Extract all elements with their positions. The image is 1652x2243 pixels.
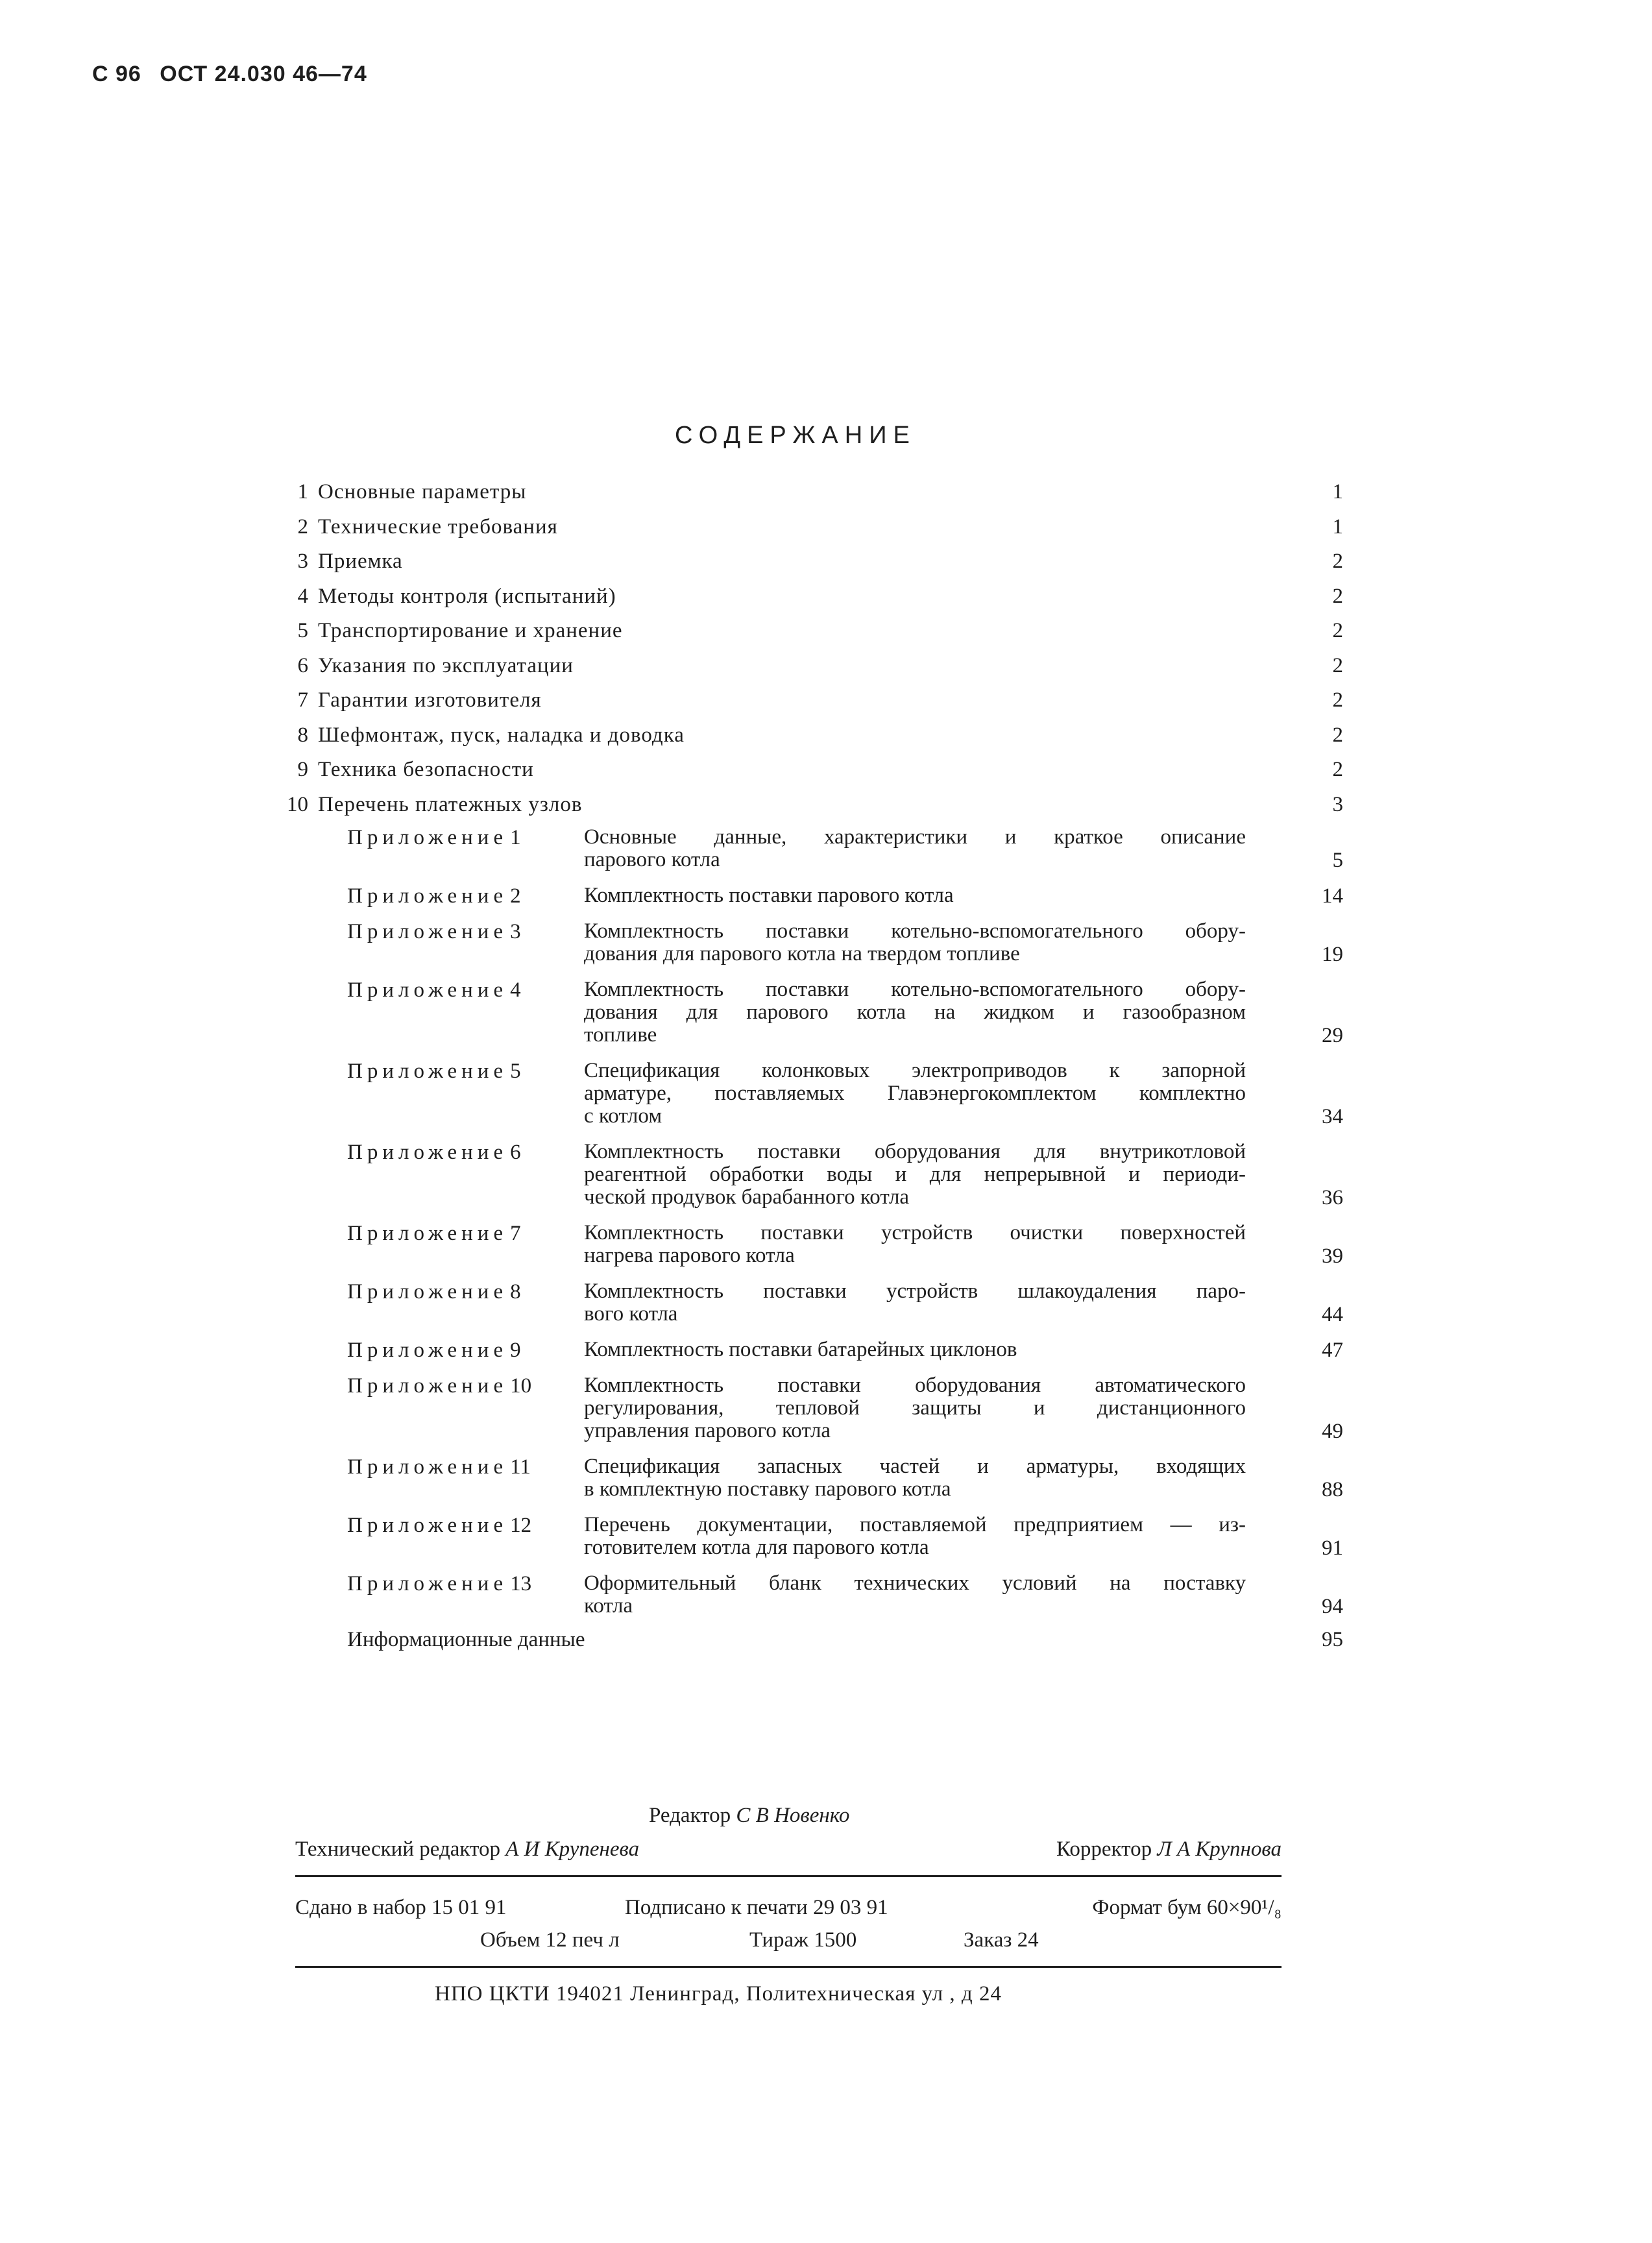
section-number: 7	[297, 688, 308, 712]
appendix-description-line: Комплектность поставки устройств очистки поверхностей	[584, 1221, 1246, 1244]
page-number: 5	[1332, 849, 1343, 872]
toc-section-row	[273, 758, 1343, 790]
page-number: 2	[1332, 653, 1343, 677]
appendix-label-text: Приложение	[347, 1222, 508, 1245]
appendix-label	[347, 1060, 521, 1084]
page-number: 2	[1332, 550, 1343, 573]
appendix-label	[347, 1141, 521, 1165]
appendix-label	[347, 1280, 521, 1304]
page-number: 2	[1332, 758, 1343, 781]
page-number: 49	[1322, 1420, 1343, 1443]
appendix-description-line: топливе	[584, 1023, 657, 1047]
page-header	[92, 62, 379, 87]
appendix-row	[273, 1222, 1343, 1267]
appendix-description	[584, 920, 1246, 965]
toc-section-row	[273, 793, 1343, 825]
page-number: 47	[1322, 1339, 1343, 1362]
appendix-description-line: нагрева парового котла	[584, 1244, 795, 1267]
appendix-row	[273, 826, 1343, 871]
section-number: 5	[297, 619, 308, 642]
corrector-name: Л А Крупнова	[1157, 1837, 1282, 1861]
appendix-description	[584, 1514, 1246, 1559]
page-number: 36	[1322, 1186, 1343, 1209]
page-number: 29	[1322, 1024, 1343, 1047]
section-number: 3	[297, 550, 308, 573]
appendix-label	[347, 1572, 531, 1596]
appendix-row	[273, 1060, 1343, 1128]
appendix-row	[273, 1280, 1343, 1326]
appendix-number: 13	[510, 1572, 532, 1595]
appendix-label	[347, 1339, 521, 1363]
page-number: 2	[1332, 619, 1343, 642]
appendix-row	[273, 1339, 1343, 1361]
corrector-line: Корректор Л А Крупнова	[1056, 1837, 1282, 1861]
info-title: Информационные данные	[347, 1628, 585, 1651]
appendix-number: 12	[510, 1514, 532, 1537]
appendix-description-line: Комплектность поставки оборудования автоматического	[584, 1374, 1246, 1397]
toc-section-row	[273, 654, 1343, 686]
appendix-label-text: Приложение	[347, 1374, 508, 1398]
page-number: 91	[1322, 1536, 1343, 1560]
page-number: 44	[1322, 1303, 1343, 1326]
appendix-description-line: управления парового котла	[584, 1419, 831, 1442]
appendix-row	[273, 884, 1343, 907]
page-number: 2	[1332, 688, 1343, 712]
page-number: 88	[1322, 1478, 1343, 1501]
appendix-description	[584, 826, 1246, 871]
section-title: Приемка	[318, 550, 403, 573]
page-number: 3	[1332, 792, 1343, 816]
appendix-row	[273, 1514, 1343, 1559]
appendix-label	[347, 884, 521, 908]
toc-section-row	[273, 585, 1343, 617]
appendix-label-text: Приложение	[347, 1572, 508, 1595]
appendix-number: 2	[510, 884, 521, 908]
appendix-label-text: Приложение	[347, 1455, 508, 1479]
toc-section-row	[273, 480, 1343, 513]
publisher-address: НПО ЦКТИ 194021 Ленинград, Политехническая ул , д 24	[435, 1982, 1002, 2006]
section-title: Шефмонтаж, пуск, наладка и доводка	[318, 723, 685, 747]
appendix-description	[584, 1339, 1246, 1361]
section-title: Перечень платежных узлов	[318, 792, 583, 816]
section-number: 1	[297, 480, 308, 503]
page-number: 39	[1322, 1244, 1343, 1268]
editor-line: Редактор С В Новенко	[649, 1804, 850, 1827]
appendix-number: 3	[510, 920, 521, 943]
appendix-description	[584, 1060, 1246, 1128]
appendix-description-line: дования для парового котла на твердом топливе	[584, 942, 1020, 965]
toc-section-row	[273, 619, 1343, 651]
section-number: 9	[297, 758, 308, 781]
section-title: Основные параметры	[318, 480, 527, 503]
section-title: Техника безопасности	[318, 758, 534, 781]
appendix-row	[273, 920, 1343, 965]
appendix-label-text: Приложение	[347, 1514, 508, 1537]
toc-section-row	[273, 550, 1343, 582]
appendix-description-line: Комплектность поставки оборудования для внутрикотловой	[584, 1140, 1246, 1163]
page-number: 94	[1322, 1595, 1343, 1618]
divider	[295, 1875, 1282, 1877]
appendix-label	[347, 978, 521, 1002]
appendix-row	[273, 978, 1343, 1047]
appendix-description	[584, 1572, 1246, 1618]
appendix-label	[347, 920, 521, 944]
appendix-number: 4	[510, 978, 521, 1002]
appendix-description-line: Комплектность поставки устройств шлакоудаления паро-	[584, 1279, 1246, 1303]
appendix-description-line: котла	[584, 1594, 633, 1618]
section-title: Транспортирование и хранение	[318, 619, 623, 642]
section-title: Технические требования	[318, 515, 558, 539]
appendix-label-text: Приложение	[347, 1280, 508, 1303]
appendix-label	[347, 1455, 531, 1479]
page-number: 34	[1322, 1105, 1343, 1128]
tech-editor-name: А И Крупенева	[505, 1837, 640, 1861]
appendix-label-text: Приложение	[347, 1339, 508, 1362]
section-number: 10	[287, 792, 308, 816]
appendix-label	[347, 1514, 531, 1538]
appendix-description	[584, 978, 1246, 1047]
appendix-label	[347, 826, 521, 850]
appendix-number: 11	[510, 1455, 531, 1479]
appendix-label	[347, 1222, 521, 1246]
appendix-label	[347, 1374, 531, 1398]
appendix-label-text: Приложение	[347, 920, 508, 943]
page-number: 2	[1332, 723, 1343, 747]
appendix-description-line: дования для парового котла на жидком и газообразном	[584, 1000, 1246, 1024]
appendix-number: 5	[510, 1060, 521, 1083]
page-number: 1	[1332, 480, 1343, 503]
appendix-row	[273, 1374, 1343, 1442]
appendix-description-line: Комплектность поставки котельно-вспомогательного обору-	[584, 919, 1246, 943]
section-number: 6	[297, 653, 308, 677]
section-number: 2	[297, 515, 308, 539]
toc-section-row	[273, 723, 1343, 756]
appendix-description	[584, 1141, 1246, 1209]
appendix-description-line: с котлом	[584, 1104, 662, 1128]
appendix-description	[584, 1374, 1246, 1442]
page-number: 1	[1332, 515, 1343, 539]
appendix-description-line: реагентной обработки воды и для непрерывной и периоди-	[584, 1163, 1246, 1186]
appendix-description-line: вого котла	[584, 1302, 678, 1326]
appendix-number: 10	[510, 1374, 532, 1398]
appendix-description-line: Спецификация запасных частей и арматуры, входящих	[584, 1455, 1246, 1478]
appendix-description-line: Спецификация колонковых электроприводов к запорной	[584, 1059, 1246, 1082]
appendix-description	[584, 884, 1246, 907]
appendix-description-line: в комплектную поставку парового котла	[584, 1477, 951, 1501]
appendix-description-line: Оформительный бланк технических условий на поставку	[584, 1571, 1246, 1595]
appendix-description-line: Комплектность поставки котельно-вспомогательного обору-	[584, 978, 1246, 1001]
appendix-description-line: парового котла	[584, 848, 720, 871]
appendix-number: 8	[510, 1280, 521, 1303]
appendix-label-text: Приложение	[347, 826, 508, 849]
appendix-number: 6	[510, 1141, 521, 1164]
appendix-description-line: Комплектность поставки батарейных циклонов	[584, 1338, 1017, 1361]
appendix-description	[584, 1455, 1246, 1501]
page-number: 14	[1322, 884, 1343, 908]
appendix-label-text: Приложение	[347, 884, 508, 908]
editor-name: С В Новенко	[736, 1804, 850, 1827]
page-number: 95	[1322, 1628, 1343, 1651]
appendix-description-line: Основные данные, характеристики и краткое описание	[584, 825, 1246, 849]
appendix-number: 7	[510, 1222, 521, 1245]
appendix-description-line: регулирования, тепловой защиты и дистанционного	[584, 1396, 1246, 1420]
appendix-number: 1	[510, 826, 521, 849]
appendix-description-line: Комплектность поставки парового котла	[584, 884, 954, 907]
appendix-number: 9	[510, 1339, 521, 1362]
appendix-description-line: ческой продувок барабанного котла	[584, 1185, 910, 1209]
appendix-label-text: Приложение	[347, 1060, 508, 1083]
toc-section-row	[273, 688, 1343, 721]
section-title: Методы контроля (испытаний)	[318, 584, 616, 608]
page-number: 2	[1332, 584, 1343, 608]
appendix-row	[273, 1572, 1343, 1618]
section-title: Указания по эксплуатации	[318, 653, 574, 677]
appendix-description	[584, 1222, 1246, 1267]
appendix-label-text: Приложение	[347, 1141, 508, 1164]
appendix-row	[273, 1141, 1343, 1209]
page-number: С 96	[92, 62, 141, 86]
appendix-description-line: Перечень документации, поставляемой предприятием — из-	[584, 1513, 1246, 1536]
appendix-description-line: готовителем котла для парового котла	[584, 1536, 929, 1559]
appendix-description	[584, 1280, 1246, 1326]
toc-section-row	[273, 515, 1343, 548]
appendix-description-line: арматуре, поставляемых Главэнергокомплектом комплектно	[584, 1082, 1246, 1105]
appendix-label-text: Приложение	[347, 978, 508, 1002]
document-code: ОСТ 24.030 46—74	[160, 62, 367, 86]
section-number: 8	[297, 723, 308, 747]
toc-title: СОДЕРЖАНИЕ	[675, 422, 916, 449]
divider	[295, 1966, 1282, 1968]
section-title: Гарантии изготовителя	[318, 688, 542, 712]
page-number: 19	[1322, 943, 1343, 966]
tech-editor-line: Технический редактор А И Крупенева	[295, 1837, 640, 1861]
section-number: 4	[297, 584, 308, 608]
appendix-row	[273, 1455, 1343, 1501]
